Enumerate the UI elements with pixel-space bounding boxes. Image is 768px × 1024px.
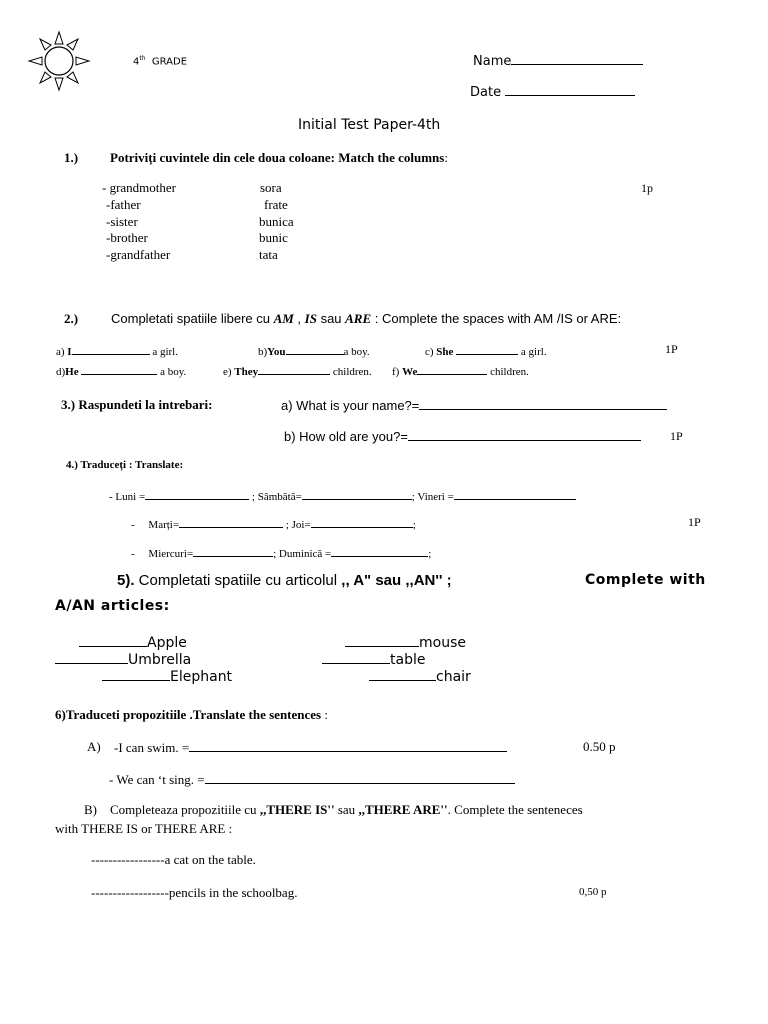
match-right-item: frate bbox=[264, 197, 288, 212]
ex2-instruction: Completati spatiile libere cu AM , IS sau ARE : Complete the spaces with AM /IS or ARE: bbox=[111, 311, 622, 326]
ex5-instruction-en: Complete with bbox=[585, 572, 706, 588]
translate-row-2: - Marți= ; Joi= ; bbox=[131, 516, 416, 531]
ex2-item-c: c) She a girl. bbox=[425, 343, 547, 358]
match-left-item: -sister bbox=[106, 214, 138, 229]
ex6-part-b-instruction: B) Completeaza propozitiile cu ,,THERE IS'' sau ,,THERE ARE''. Complete the senteneces bbox=[84, 802, 583, 817]
sentence-swim: -I can swim. = bbox=[114, 740, 507, 754]
ex5-instruction: 5). Completati spatiile cu articolul ,, A" sau ,,AN'' ; bbox=[117, 572, 452, 589]
article-item-chair: chair bbox=[369, 669, 471, 684]
match-right-item: bunic bbox=[259, 230, 288, 245]
ex1-number: 1.) bbox=[64, 150, 79, 165]
date-field[interactable]: Date bbox=[470, 84, 635, 99]
ex5-instruction-en-2: A/AN articles: bbox=[55, 598, 170, 614]
ex1-points: 1p bbox=[641, 181, 653, 195]
ex2-item-e: e) They children. bbox=[223, 363, 372, 378]
ex1-instruction: Potriviți cuvintele din cele doua coloane: Match the columns: bbox=[110, 150, 448, 165]
ex4-points: 1P bbox=[688, 515, 701, 529]
ex2-item-d: d)He a boy. bbox=[56, 363, 186, 378]
ex3-instruction: 3.) Raspundeti la intrebari: bbox=[61, 397, 213, 412]
article-item-mouse: mouse bbox=[345, 635, 466, 650]
ex2-points: 1P bbox=[665, 342, 678, 356]
ex6-instruction: 6)Traduceti propozitiile .Translate the sentences : bbox=[55, 707, 328, 722]
match-right-item: tata bbox=[259, 247, 278, 262]
translate-row-3: - Miercuri= ; Duminică = ; bbox=[131, 545, 431, 560]
translate-row-1: - Luni = ; Sâmbătă= ; Vineri = bbox=[109, 488, 576, 503]
match-left-item: -grandfather bbox=[106, 247, 171, 262]
match-right-item: bunica bbox=[259, 214, 294, 229]
ex6-part-b-instruction-2: with THERE IS or THERE ARE : bbox=[55, 821, 233, 836]
ex3-points: 1P bbox=[670, 429, 683, 443]
ex6-a-points: 0.50 p bbox=[583, 739, 616, 754]
ex6-b-points: 0,50 p bbox=[579, 886, 607, 898]
sentence-cat: -----------------a cat on the table. bbox=[91, 852, 256, 867]
sentence-pencils: ------------------pencils in the schoolbag. bbox=[91, 885, 298, 900]
article-item-apple: Apple bbox=[79, 635, 187, 650]
ex4-instruction: 4.) Traduceți : Translate: bbox=[66, 459, 184, 471]
article-item-table: table bbox=[322, 652, 425, 667]
match-left-item: -father bbox=[106, 197, 141, 212]
ex6-part-a-label: A) bbox=[87, 739, 101, 754]
match-left-item: -brother bbox=[106, 230, 148, 245]
ex2-item-f: f) We children. bbox=[392, 363, 529, 378]
name-field[interactable]: Name bbox=[473, 53, 643, 68]
ex2-item-b: b)You a boy. bbox=[258, 343, 370, 358]
ex2-item-a: a) I a girl. bbox=[56, 343, 178, 358]
article-item-elephant: Elephant bbox=[102, 669, 232, 684]
article-item-umbrella: Umbrella bbox=[55, 652, 191, 667]
page-title: Initial Test Paper-4th bbox=[298, 117, 441, 133]
match-right-item: sora bbox=[260, 180, 282, 195]
sentence-sing: - We can ‘t sing. = bbox=[109, 772, 515, 786]
grade-label: 4th GRADE bbox=[133, 55, 188, 68]
ex2-number: 2.) bbox=[64, 311, 79, 326]
sun-logo bbox=[26, 30, 92, 92]
match-left-item: - grandmother bbox=[102, 180, 177, 195]
question-age: b) How old are you?= bbox=[284, 429, 641, 443]
question-name: a) What is your name?= bbox=[281, 398, 667, 412]
